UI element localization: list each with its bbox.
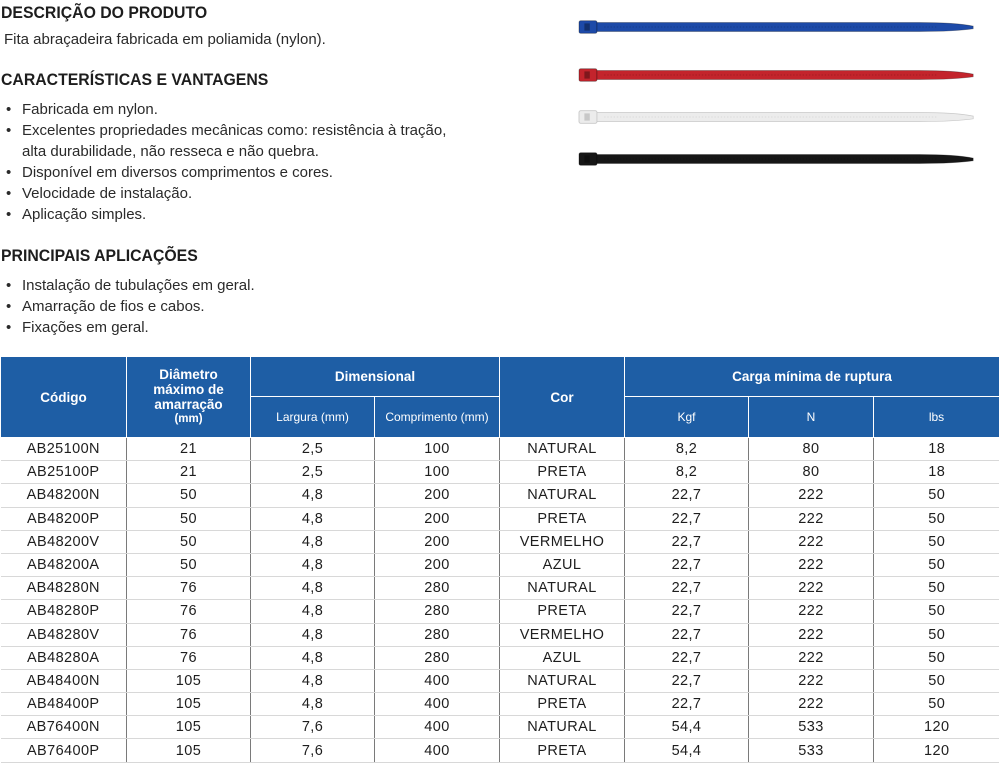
caracteristicas-list — [6, 99, 532, 225]
header-diametro-label: Diâmetro máximo de amarração — [127, 367, 250, 412]
table-cell: 280 — [375, 577, 500, 600]
table-cell: 50 — [127, 507, 251, 530]
table-cell: 50 — [874, 530, 999, 553]
caracteristicas-title: CARACTERÍSTICAS E VANTAGENS — [1, 70, 268, 90]
table-cell: 22,7 — [625, 646, 749, 669]
table-row — [1, 693, 999, 716]
table-cell: AB76400P — [1, 739, 127, 762]
table-row — [1, 716, 999, 739]
table-cell: 222 — [749, 623, 874, 646]
table-cell: AB48400N — [1, 669, 127, 692]
table-cell: AB48280P — [1, 600, 127, 623]
table-cell: 50 — [127, 530, 251, 553]
table-cell: 76 — [127, 600, 251, 623]
list-item: • Disponível em diversos comprimentos e cores. — [6, 162, 532, 183]
table-cell: 7,6 — [251, 739, 375, 762]
table-cell: AZUL — [500, 646, 625, 669]
table-cell: 50 — [874, 600, 999, 623]
table-cell: 4,8 — [251, 600, 375, 623]
table-cell: 22,7 — [625, 530, 749, 553]
table-cell: NATURAL — [500, 484, 625, 507]
header-codigo: Código — [1, 357, 127, 438]
table-cell: 76 — [127, 577, 251, 600]
cable-tie-icon — [555, 150, 999, 168]
descricao-text: Fita abraçadeira fabricada em poliamida (nylon). — [4, 31, 326, 48]
table-cell: 80 — [749, 461, 874, 484]
table-row — [1, 600, 999, 623]
table-cell: PRETA — [500, 600, 625, 623]
table-row — [1, 623, 999, 646]
table-row — [1, 577, 999, 600]
table-cell: 50 — [127, 484, 251, 507]
list-item: • Amarração de fios e cabos. — [6, 296, 532, 317]
table-cell: 105 — [127, 739, 251, 762]
table-cell: VERMELHO — [500, 530, 625, 553]
table-cell: AB48200V — [1, 530, 127, 553]
table-cell: PRETA — [500, 507, 625, 530]
table-cell: 50 — [874, 669, 999, 692]
table-cell: 120 — [874, 716, 999, 739]
table-cell: 222 — [749, 669, 874, 692]
table-cell: PRETA — [500, 461, 625, 484]
header-dimensional: Dimensional — [251, 357, 500, 397]
table-cell: AB48280V — [1, 623, 127, 646]
table-cell: 400 — [375, 693, 500, 716]
list-item: • Velocidade de instalação. — [6, 183, 532, 204]
list-item: • Fabricada em nylon. — [6, 99, 532, 120]
table-cell: 80 — [749, 438, 874, 461]
table-cell: NATURAL — [500, 669, 625, 692]
table-row — [1, 739, 999, 762]
table-cell: 400 — [375, 669, 500, 692]
cable-tie-icon — [555, 66, 999, 84]
table-cell: 22,7 — [625, 669, 749, 692]
list-item: • Aplicação simples. — [6, 204, 532, 225]
table-cell: AB48200A — [1, 553, 127, 576]
table-row — [1, 507, 999, 530]
table-cell: AB48280A — [1, 646, 127, 669]
table-cell: 222 — [749, 646, 874, 669]
table-cell: 400 — [375, 716, 500, 739]
list-item: • Excelentes propriedades mecânicas como: resistência à tração, alta durabilidade, não resseca e não quebra. — [6, 120, 532, 162]
table-cell: 54,4 — [625, 739, 749, 762]
table-cell: AB25100P — [1, 461, 127, 484]
table-cell: 105 — [127, 669, 251, 692]
table-cell: AZUL — [500, 553, 625, 576]
table-row — [1, 461, 999, 484]
table-cell: 533 — [749, 739, 874, 762]
table-cell: 105 — [127, 693, 251, 716]
header-kgf: Kgf — [625, 397, 749, 438]
table-cell: 21 — [127, 461, 251, 484]
descricao-title: DESCRIÇÃO DO PRODUTO — [1, 3, 207, 23]
table-cell: 280 — [375, 623, 500, 646]
table-cell: 22,7 — [625, 507, 749, 530]
table-cell: 22,7 — [625, 623, 749, 646]
table-cell: 4,8 — [251, 553, 375, 576]
table-cell: 22,7 — [625, 577, 749, 600]
table-cell: AB48280N — [1, 577, 127, 600]
header-cor: Cor — [500, 357, 625, 438]
table-cell: 8,2 — [625, 461, 749, 484]
table-cell: 4,8 — [251, 507, 375, 530]
table-cell: 50 — [874, 553, 999, 576]
cable-tie-icon — [555, 18, 999, 36]
table-cell: 533 — [749, 716, 874, 739]
table-cell: 22,7 — [625, 600, 749, 623]
table-cell: 7,6 — [251, 716, 375, 739]
table-cell: 4,8 — [251, 623, 375, 646]
table-cell: 200 — [375, 507, 500, 530]
table-cell: 54,4 — [625, 716, 749, 739]
table-cell: 120 — [874, 739, 999, 762]
header-carga: Carga mínima de ruptura — [625, 357, 999, 397]
table-cell: 105 — [127, 716, 251, 739]
table-cell: 400 — [375, 739, 500, 762]
table-cell: 222 — [749, 530, 874, 553]
table-cell: 222 — [749, 693, 874, 716]
table-cell: 4,8 — [251, 484, 375, 507]
table-cell: 4,8 — [251, 669, 375, 692]
table-cell: 4,8 — [251, 577, 375, 600]
table-cell: AB76400N — [1, 716, 127, 739]
specs-table — [0, 356, 999, 763]
table-row — [1, 484, 999, 507]
table-cell: 222 — [749, 553, 874, 576]
table-cell: 50 — [874, 646, 999, 669]
aplicacoes-list — [6, 275, 532, 338]
table-cell: 4,8 — [251, 646, 375, 669]
header-diametro-unit: (mm) — [127, 412, 250, 427]
header-lbs: lbs — [874, 397, 999, 438]
table-row — [1, 530, 999, 553]
table-cell: 2,5 — [251, 461, 375, 484]
table-cell: PRETA — [500, 739, 625, 762]
table-cell: 18 — [874, 461, 999, 484]
table-cell: 222 — [749, 507, 874, 530]
table-cell: AB48200N — [1, 484, 127, 507]
table-cell: 2,5 — [251, 438, 375, 461]
header-comprimento: Comprimento (mm) — [375, 397, 500, 438]
table-cell: 100 — [375, 438, 500, 461]
table-cell: 200 — [375, 553, 500, 576]
table-cell: 280 — [375, 646, 500, 669]
header-n: N — [749, 397, 874, 438]
table-row — [1, 646, 999, 669]
table-cell: 4,8 — [251, 693, 375, 716]
table-cell: 22,7 — [625, 553, 749, 576]
table-cell: AB48200P — [1, 507, 127, 530]
table-cell: 50 — [874, 577, 999, 600]
table-cell: 50 — [874, 484, 999, 507]
table-cell: VERMELHO — [500, 623, 625, 646]
table-cell: 50 — [874, 507, 999, 530]
table-cell: 280 — [375, 600, 500, 623]
product-info — [0, 0, 999, 356]
table-cell: NATURAL — [500, 577, 625, 600]
table-row — [1, 669, 999, 692]
header-diametro — [127, 357, 251, 438]
table-cell: 76 — [127, 646, 251, 669]
table-cell: 18 — [874, 438, 999, 461]
table-cell: 76 — [127, 623, 251, 646]
list-item: • Fixações em geral. — [6, 317, 532, 338]
table-cell: 200 — [375, 530, 500, 553]
aplicacoes-title: PRINCIPAIS APLICAÇÕES — [1, 246, 198, 266]
table-cell: NATURAL — [500, 438, 625, 461]
table-cell: 8,2 — [625, 438, 749, 461]
table-row — [1, 553, 999, 576]
table-cell: 4,8 — [251, 530, 375, 553]
table-cell: 21 — [127, 438, 251, 461]
table-cell: 100 — [375, 461, 500, 484]
table-cell: 222 — [749, 577, 874, 600]
header-largura: Largura (mm) — [251, 397, 375, 438]
table-cell: 200 — [375, 484, 500, 507]
table-cell: 222 — [749, 484, 874, 507]
table-cell: 50 — [874, 693, 999, 716]
table-cell: 222 — [749, 600, 874, 623]
table-cell: 50 — [127, 553, 251, 576]
table-cell: 22,7 — [625, 484, 749, 507]
table-cell: PRETA — [500, 693, 625, 716]
table-cell: AB48400P — [1, 693, 127, 716]
table-cell: NATURAL — [500, 716, 625, 739]
table-cell: AB25100N — [1, 438, 127, 461]
table-cell: 50 — [874, 623, 999, 646]
cable-tie-icon — [555, 108, 999, 126]
table-cell: 22,7 — [625, 693, 749, 716]
list-item: • Instalação de tubulações em geral. — [6, 275, 532, 296]
cable-ties-image — [555, 18, 999, 178]
table-row — [1, 438, 999, 461]
